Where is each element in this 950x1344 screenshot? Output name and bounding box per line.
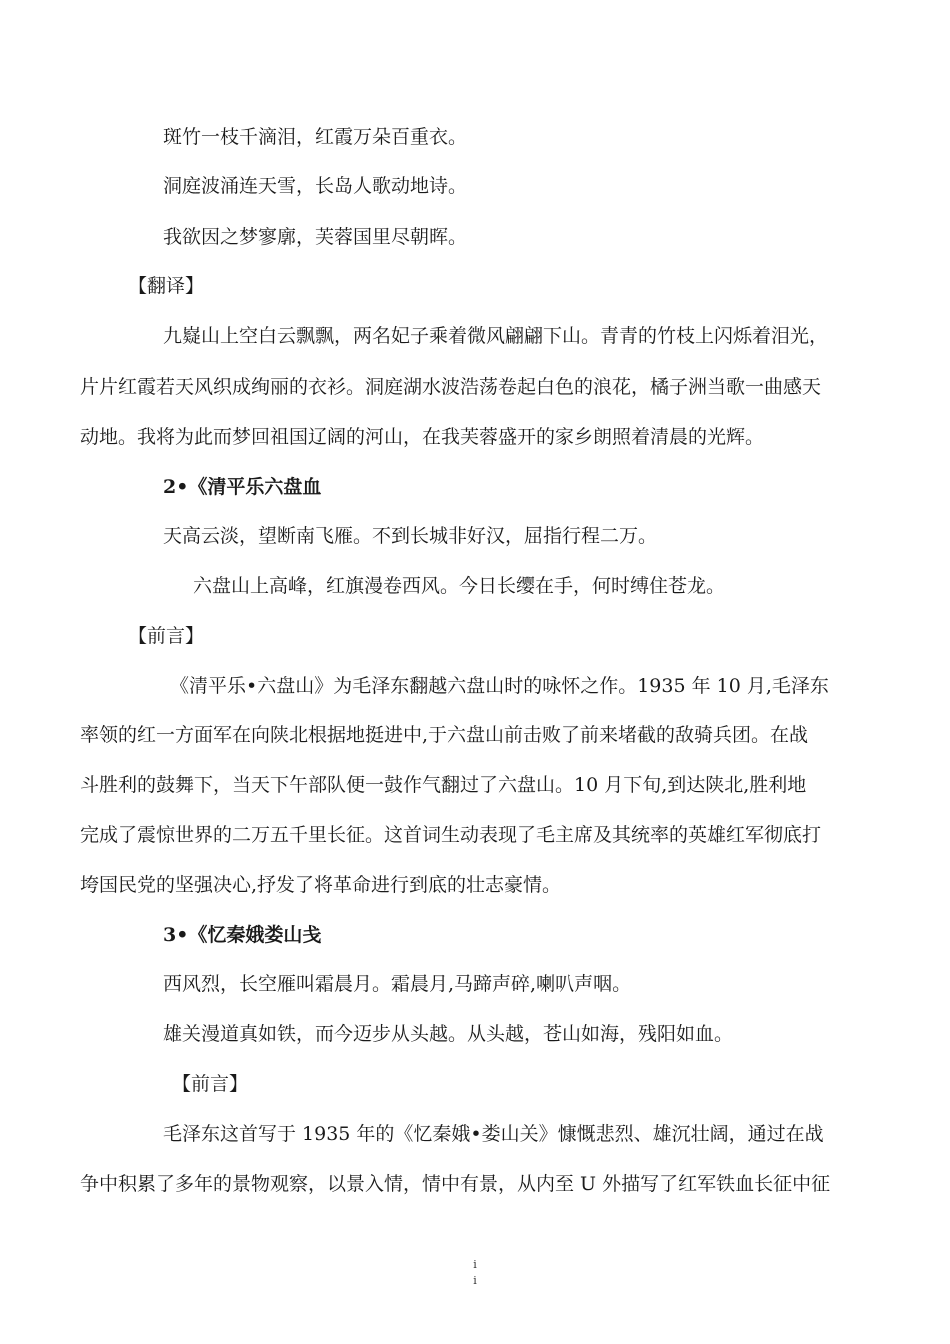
poem2-preface-line-4: 完成了震惊世界的二万五千里长征。这首词生动表现了毛主席及其统率的英雄红军彻底打 (80, 824, 822, 846)
poem2-preface-line-1: 《清平乐•六盘山》为毛泽东翻越六盘山时的咏怀之作。1935 年 10 月,毛泽东 (170, 675, 829, 697)
translation-line-1: 九嶷山上空白云飘飘，两名妃子乘着微风翩翩下山。青青的竹枝上闪烁着泪光， (163, 325, 829, 347)
poem2-line-2: 六盘山上高峰，红旗漫卷西风。今日长缨在手，何时缚住苍龙。 (193, 575, 726, 597)
poem2-title: 2•《清平乐六盘血 (163, 476, 322, 498)
poem2-preface-line-3: 斗胜利的鼓舞下，当天下午部队便一鼓作气翻过了六盘山。10 月下旬,到达陕北,胜利地 (80, 774, 807, 796)
poem2-line-1: 天高云淡，望断南飞雁。不到长城非好汉，屈指行程二万。 (163, 525, 658, 547)
poem3-preface-line-1: 毛泽东这首写于 1935 年的《忆秦娥•娄山关》慷慨悲烈、雄沉壮阔，通过在战 (163, 1123, 824, 1145)
poem1-line-2: 洞庭波涌连天雪，长岛人歌动地诗。 (163, 175, 468, 197)
poem3-preface-line-2: 争中积累了多年的景物观察，以景入情，情中有景，从内至 U 外描写了红军铁血长征中征 (80, 1173, 831, 1195)
poem3-line-1: 西风烈，长空雁叫霜晨月。霜晨月,马蹄声碎,喇叭声咽。 (163, 973, 632, 995)
poem1-line-3: 我欲因之梦寥廓，芙蓉国里尽朝晖。 (163, 226, 468, 248)
page-number-mark-2: i (473, 1274, 477, 1287)
page-number-mark: i (473, 1258, 477, 1271)
poem1-line-1: 斑竹一枝千滴泪，红霞万朵百重衣。 (163, 126, 468, 148)
poem2-preface-heading: 【前言】 (128, 625, 205, 647)
translation-line-2: 片片红霞若天风织成绚丽的衣衫。洞庭湖水波浩荡卷起白色的浪花，橘子洲当歌一曲感天 (80, 376, 822, 398)
poem2-preface-line-5: 垮国民党的坚强决心,抒发了将革命进行到底的壮志豪情。 (80, 874, 562, 896)
poem2-preface-line-2: 率领的红一方面军在向陕北根据地挺进中,于六盘山前击败了前来堵截的敌骑兵团。在战 (80, 724, 809, 746)
translation-heading: 【翻译】 (128, 275, 205, 297)
translation-line-3: 动地。我将为此而梦回祖国辽阔的河山，在我芙蓉盛开的家乡朗照着清晨的光辉。 (80, 426, 765, 448)
poem3-line-2: 雄关漫道真如铁，而今迈步从头越。从头越，苍山如海，残阳如血。 (163, 1023, 734, 1045)
poem3-preface-heading: 【前言】 (172, 1073, 249, 1095)
poem3-title: 3•《忆秦娥娄山戋 (163, 924, 322, 946)
